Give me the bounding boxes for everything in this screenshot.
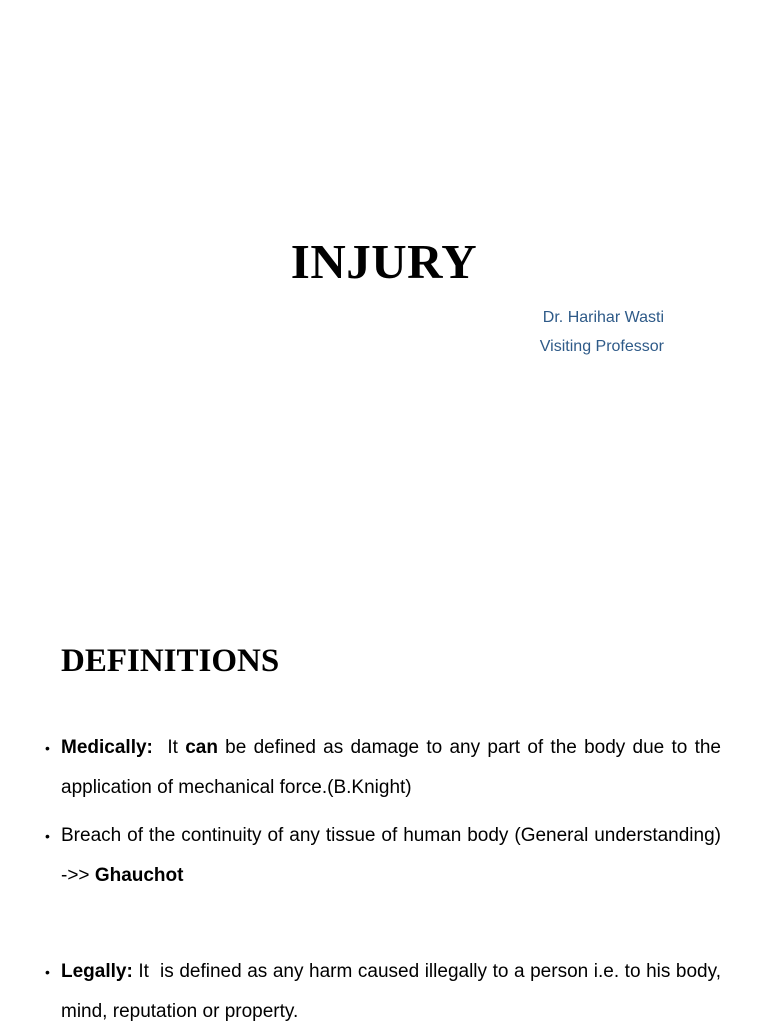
- list-item: [45, 952, 727, 1032]
- bullet-text: Breach of the continuity of any tissue of human body (General understanding) ->>: [61, 825, 721, 886]
- bullet-icon: •: [45, 964, 50, 980]
- definitions-slide: [0, 576, 768, 1024]
- list-item: [45, 728, 721, 808]
- list-item: [45, 816, 721, 896]
- definition-list: [45, 728, 727, 1032]
- bullet-emphasis: can: [185, 737, 218, 758]
- bullet-text: be defined as damage to any part of the body due to the application of mechanical force.(B.Knight): [61, 737, 721, 798]
- bullet-icon: •: [45, 828, 50, 844]
- bullet-icon: •: [45, 740, 50, 756]
- section-heading: DEFINITIONS: [61, 643, 280, 679]
- bullet-label: Medically:: [61, 737, 153, 758]
- author-name: Dr. Harihar Wasti: [542, 309, 664, 326]
- author-role: Visiting Professor: [539, 338, 664, 355]
- slide-subtitle: [540, 303, 664, 361]
- slide-title: INJURY: [290, 234, 478, 289]
- bullet-text: It: [152, 737, 186, 758]
- bullet-text: It is defined as any harm caused illegally to a person i.e. to his body, mind, reputation or property.: [61, 961, 727, 1022]
- bullet-label: Legally:: [61, 961, 133, 982]
- bullet-emphasis: Ghauchot: [94, 865, 184, 886]
